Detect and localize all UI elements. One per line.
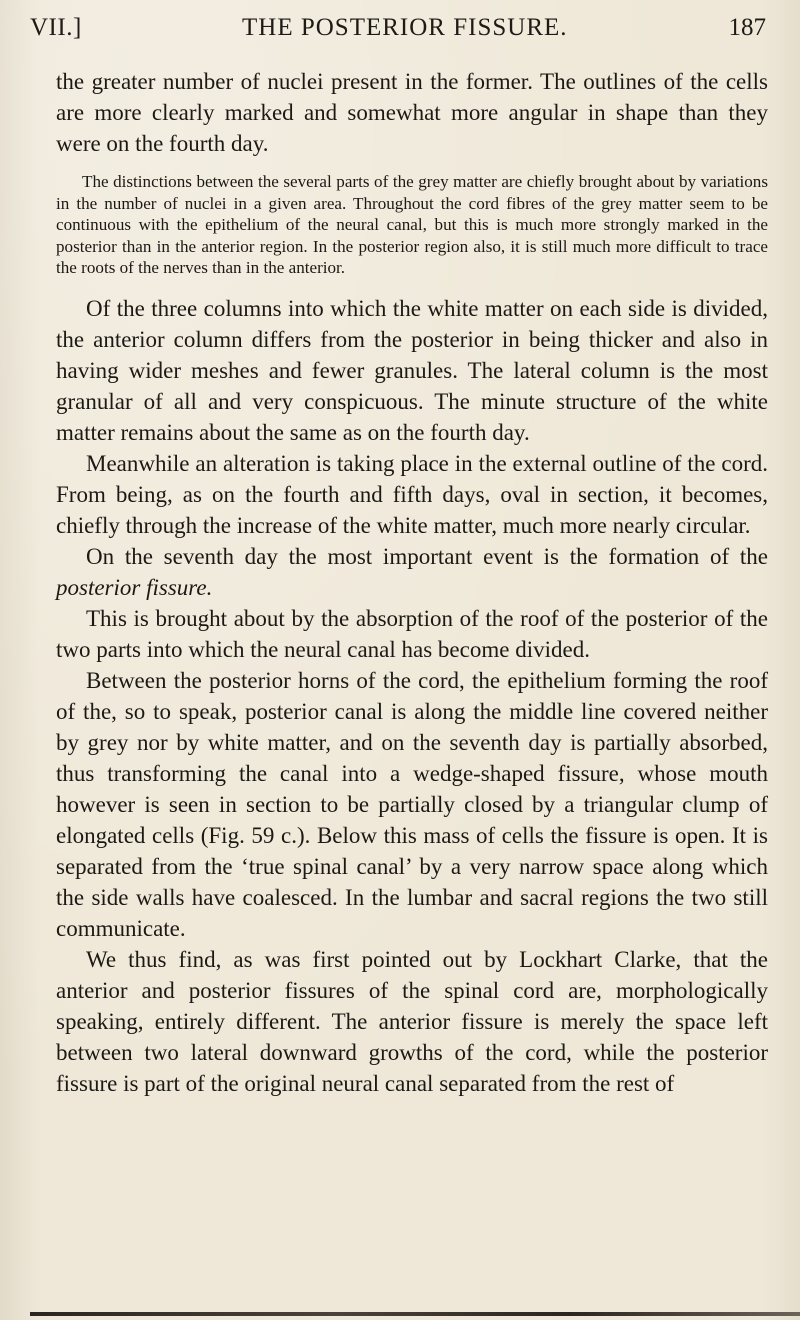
page-number: 187	[728, 14, 766, 41]
posterior-fissure-term: posterior fissure.	[56, 574, 213, 600]
paragraph-seventh-day-text: On the seventh day the most important event is the formation of the	[86, 543, 768, 569]
paragraph-seventh-day	[56, 541, 768, 603]
paragraph-external-outline: Meanwhile an alteration is taking place in the external outline of the cord. From being, as on the fourth and fifth days, oval in section, it becomes, chiefly through the increase of the white matter, much more nearly circular.	[56, 450, 768, 538]
running-header	[30, 14, 766, 48]
running-title: THE POSTERIOR FISSURE.	[242, 14, 568, 41]
paragraph-absorption: This is brought about by the absorption of the roof of the posterior of the two parts into which the neural canal has become divided.	[56, 605, 768, 662]
paragraph-continuation: the greater number of nuclei present in the former. The outlines of the cells are more clearly marked and somewhat more angular in shape than they were on the fourth day.	[56, 69, 768, 156]
page-edge-rule	[30, 1312, 800, 1316]
paragraph-lockhart-clarke: We thus find, as was first pointed out by Lockhart Clarke, that the anterior and posterior fissures of the spinal cord are, morphologically speaking, entirely different. The anterior fissure is merely the space left between two lateral downward growths of the cord, while the posterior fissure is part of the original neural canal separated from the rest of	[56, 946, 768, 1096]
body-text	[56, 66, 768, 1099]
chapter-number: VII.]	[30, 14, 82, 41]
paragraph-white-matter-columns: Of the three columns into which the white matter on each side is divided, the anterior column differs from the posterior in being thicker and also in having wider meshes and fewer granules. The lateral column is the most granular of all and very conspicuous. The minute structure of the white matter remains about the same as on the fourth day.	[56, 295, 768, 445]
paragraph-posterior-horns: Between the posterior horns of the cord, the epithelium forming the roof of the, so to speak, posterior canal is along the middle line covered neither by grey nor by white matter, and on the seventh day is partially absorbed, thus transforming the canal into a wedge-shaped fissure, whose mouth however is seen in section to be partially closed by a triangular clump of elongated cells (Fig. 59 c.). Below this mass of cells the fissure is open. It is separated from the ‘true spinal canal’ by a very narrow space along which the side walls have coalesced. In the lumbar and sacral regions the two still communicate.	[56, 667, 768, 941]
paragraph-small-print: The distinctions between the several parts of the grey matter are chiefly brought about by variations in the number of nuclei in a given area. Throughout the cord fibres of the grey matter seem to be continuous with the epithelium of the neural canal, but this is much more strongly marked in the posterior than in the anterior region. In the posterior region also, it is still much more difficult to trace the roots of the nerves than in the anterior.	[56, 172, 768, 278]
